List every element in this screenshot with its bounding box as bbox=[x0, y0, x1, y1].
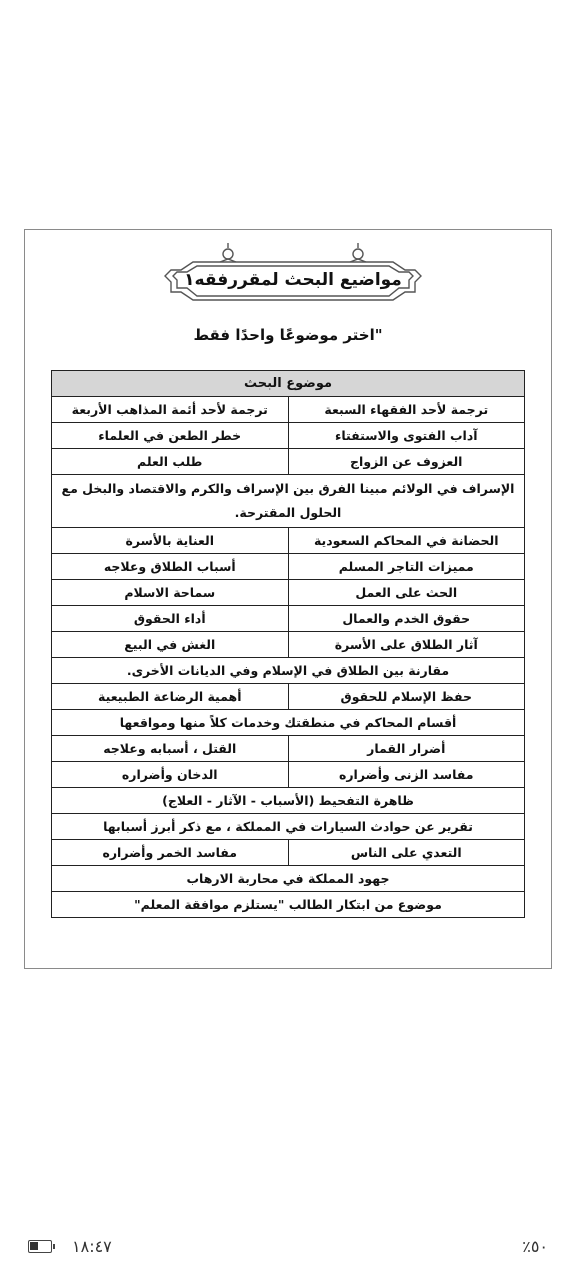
instruction-text: "اختر موضوعًا واحدًا فقط bbox=[193, 326, 383, 344]
table-row bbox=[52, 762, 525, 788]
topic-cell-wide: مقارنة بين الطلاق في الإسلام وفي الديانات الأخرى. bbox=[52, 658, 525, 684]
topic-cell: مفاسد الخمر وأضراره bbox=[52, 840, 289, 866]
table-row bbox=[52, 475, 525, 528]
topic-cell: سماحة الاسلام bbox=[52, 580, 289, 606]
topic-cell-wide: أقسام المحاكم في منطقتك وخدمات كلاً منها ومواقعها bbox=[52, 710, 525, 736]
table-row bbox=[52, 397, 525, 423]
topic-cell: العناية بالأسرة bbox=[52, 528, 289, 554]
table-row bbox=[52, 423, 525, 449]
table-row bbox=[52, 736, 525, 762]
title-frame bbox=[153, 240, 433, 310]
topic-cell-wide: الإسراف في الولائم مبينا الفرق بين الإسراف والكرم والاقتصاد والبخل مع الحلول المقترحة. bbox=[52, 475, 525, 528]
topic-cell-wide: ظاهرة التفحيط (الأسباب - الآثار - العلاج) bbox=[52, 788, 525, 814]
topic-cell: التعدي على الناس bbox=[288, 840, 525, 866]
topics-body bbox=[52, 397, 525, 918]
document-page bbox=[24, 229, 552, 969]
topic-cell: ترجمة لأحد الفقهاء السبعة bbox=[288, 397, 525, 423]
table-row bbox=[52, 449, 525, 475]
topic-cell: الحث على العمل bbox=[288, 580, 525, 606]
table-row bbox=[52, 632, 525, 658]
topic-cell: الحضانة في المحاكم السعودية bbox=[288, 528, 525, 554]
table-header-row bbox=[52, 371, 525, 397]
document-title: مواضيع البحث لمقررفقه١ bbox=[184, 270, 402, 290]
topic-cell: أداء الحقوق bbox=[52, 606, 289, 632]
table-row bbox=[52, 528, 525, 554]
topic-cell: الدخان وأضراره bbox=[52, 762, 289, 788]
topic-cell: مفاسد الزنى وأضراره bbox=[288, 762, 525, 788]
table-row bbox=[52, 658, 525, 684]
topic-cell: أهمية الرضاعة الطبيعية bbox=[52, 684, 289, 710]
table-row bbox=[52, 684, 525, 710]
topic-cell: حقوق الخدم والعمال bbox=[288, 606, 525, 632]
table-row bbox=[52, 814, 525, 840]
topic-cell: أضرار القمار bbox=[288, 736, 525, 762]
topic-cell: حفظ الإسلام للحقوق bbox=[288, 684, 525, 710]
topic-cell: العزوف عن الزواج bbox=[288, 449, 525, 475]
topic-cell: القتل ، أسبابه وعلاجه bbox=[52, 736, 289, 762]
topic-cell: ترجمة لأحد أئمة المذاهب الأربعة bbox=[52, 397, 289, 423]
topic-cell: الغش في البيع bbox=[52, 632, 289, 658]
topic-cell: مميزات التاجر المسلم bbox=[288, 554, 525, 580]
table-row bbox=[52, 554, 525, 580]
table-row bbox=[52, 710, 525, 736]
topic-cell-wide: تقرير عن حوادث السيارات في المملكة ، مع ذكر أبرز أسبابها bbox=[52, 814, 525, 840]
topic-cell: خطر الطعن في العلماء bbox=[52, 423, 289, 449]
topic-cell-wide: جهود المملكة في محاربة الارهاب bbox=[52, 866, 525, 892]
table-row bbox=[52, 892, 525, 918]
table-row bbox=[52, 580, 525, 606]
table-header: موضوع البحث bbox=[52, 371, 525, 397]
topic-cell: أسباب الطلاق وعلاجه bbox=[52, 554, 289, 580]
table-row bbox=[52, 866, 525, 892]
table-row bbox=[52, 788, 525, 814]
topic-cell-wide: موضوع من ابتكار الطالب "يستلزم موافقة المعلم" bbox=[52, 892, 525, 918]
topic-cell: طلب العلم bbox=[52, 449, 289, 475]
topics-table bbox=[51, 370, 525, 918]
topic-cell: آداب الفتوى والاستفتاء bbox=[288, 423, 525, 449]
table-row bbox=[52, 840, 525, 866]
topic-cell: آثار الطلاق على الأسرة bbox=[288, 632, 525, 658]
status-bar bbox=[0, 1232, 576, 1262]
battery-percentage: ٪٥٠ bbox=[522, 1237, 548, 1256]
battery-icon bbox=[28, 1240, 52, 1253]
status-time: ١٨:٤٧ bbox=[72, 1237, 112, 1256]
table-row bbox=[52, 606, 525, 632]
